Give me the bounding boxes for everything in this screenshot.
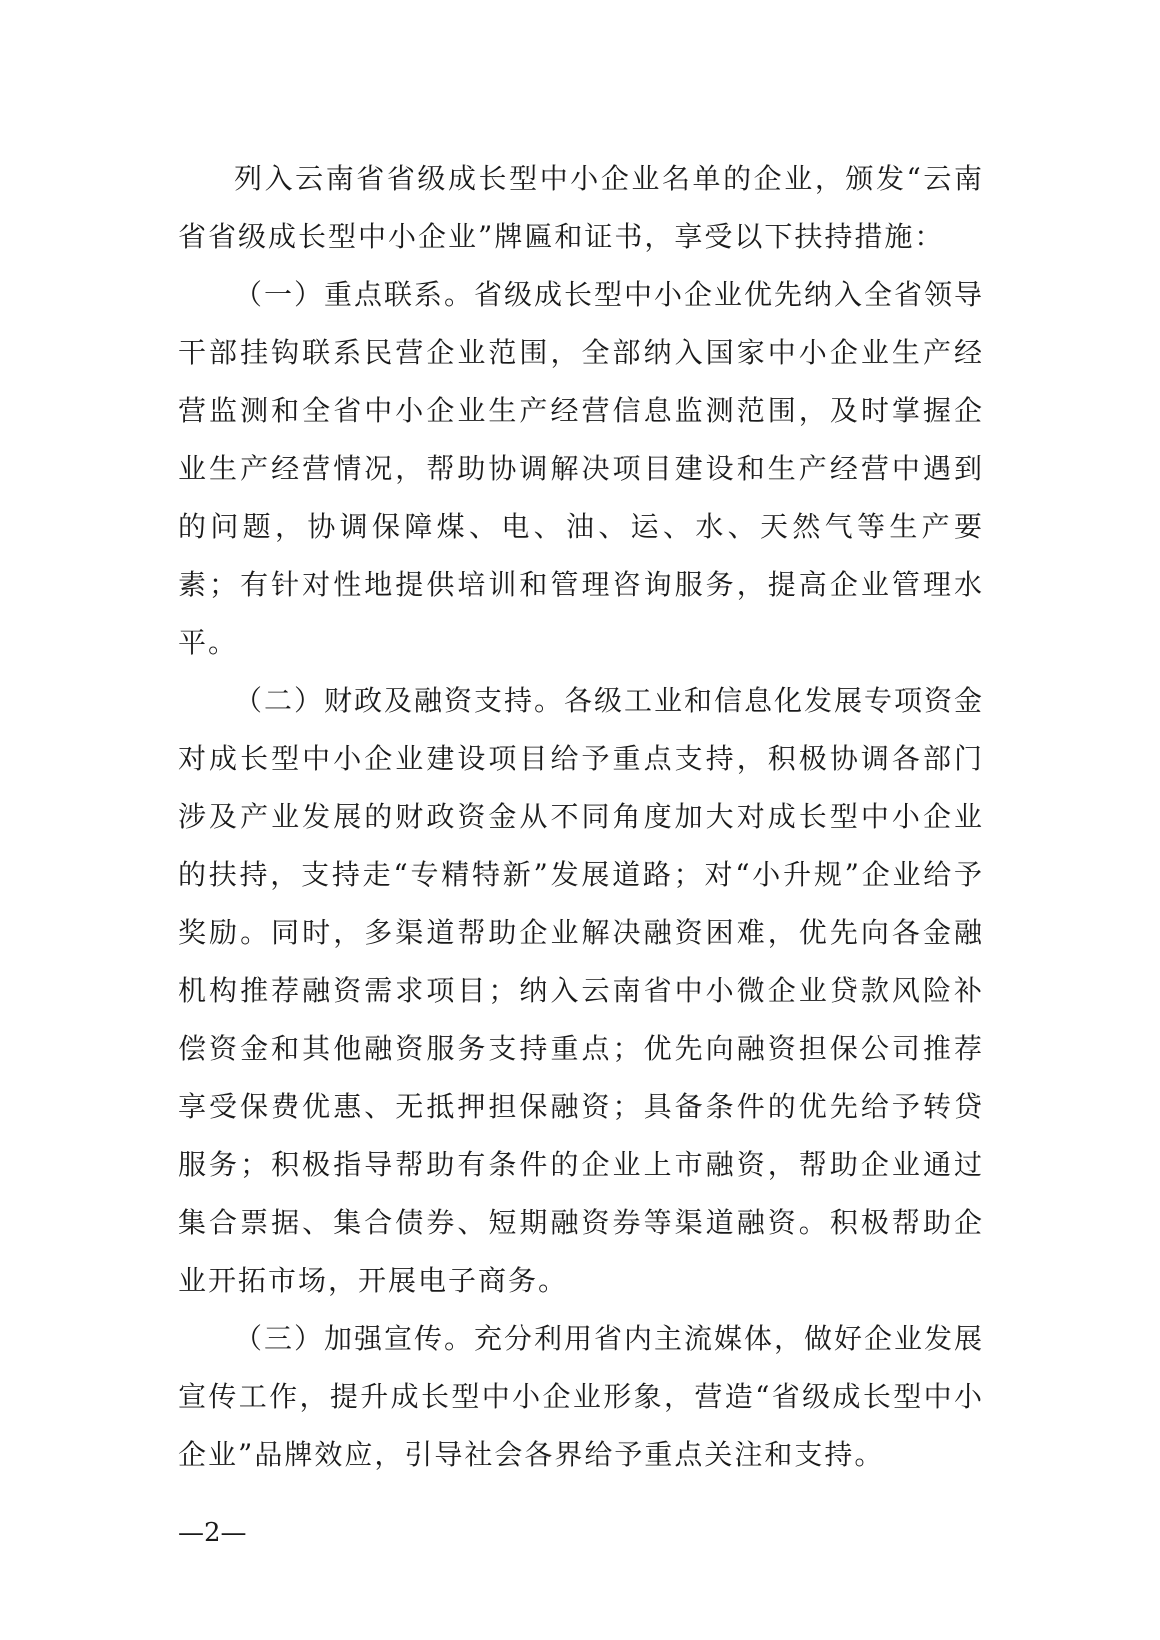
- paragraph-intro: 列入云南省省级成长型中小企业名单的企业，颁发“云南省省级成长型中小企业”牌匾和证书，享受以下扶持措施：: [178, 162, 984, 253]
- document-body: [178, 150, 984, 1484]
- paragraph-publicity: （三）加强宣传。充分利用省内主流媒体，做好企业发展宣传工作，提升成长型中小企业形象，营造“省级成长型中小企业”品牌效应，引导社会各界给予重点关注和支持。: [178, 1322, 985, 1471]
- paragraph-key-contact: （一）重点联系。省级成长型中小企业优先纳入全省领导干部挂钩联系民营企业范围，全部纳入国家中小企业生产经营监测和全省中小企业生产经营信息监测范围，及时掌握企业生产经营情况，帮助协调解决项目建设和生产经营中遇到的问题，协调保障煤、电、油、运、水、天然气等生产要素；有针对性地提供培训和管理咨询服务，提高企业管理水平。: [178, 278, 985, 659]
- page-number: —2—: [178, 1518, 247, 1548]
- paragraph-finance-support: （二）财政及融资支持。各级工业和信息化发展专项资金对成长型中小企业建设项目给予重点支持，积极协调各部门涉及产业发展的财政资金从不同角度加大对成长型中小企业的扶持，支持走“专精特新”发展道路；对“小升规”企业给予奖励。同时，多渠道帮助企业解决融资困难，优先向各金融机构推荐融资需求项目；纳入云南省中小微企业贷款风险补偿资金和其他融资服务支持重点；优先向融资担保公司推荐享受保费优惠、无抵押担保融资；具备条件的优先给予转贷服务；积极指导帮助有条件的企业上市融资，帮助企业通过集合票据、集合债券、短期融资券等渠道融资。积极帮助企业开拓市场，开展电子商务。: [178, 684, 985, 1297]
